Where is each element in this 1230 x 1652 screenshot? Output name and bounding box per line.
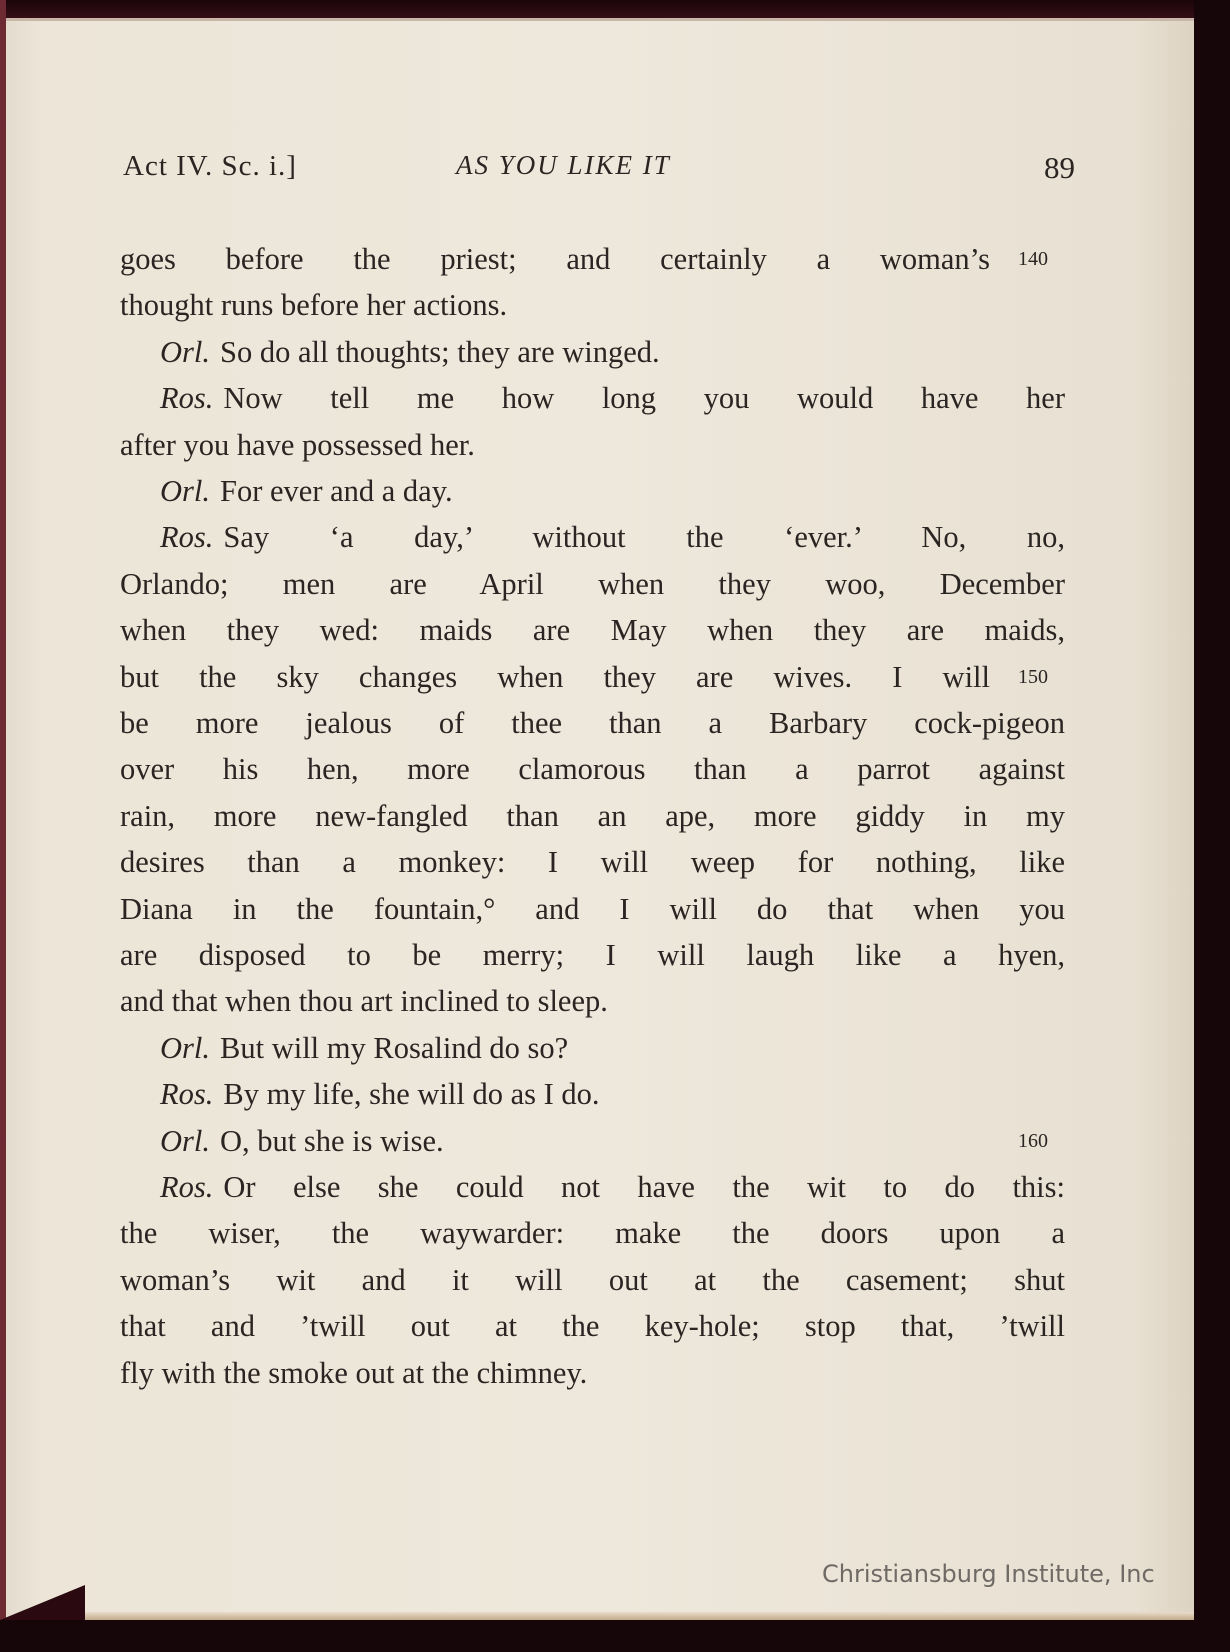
speaker-name: Ros. xyxy=(160,381,214,416)
line-text: rain, more new-fangled than an ape, more giddy in my xyxy=(120,798,1065,833)
line-text: goes before the priest; and certainly a woman’s xyxy=(120,242,990,276)
text-line xyxy=(120,236,990,282)
speaker-name: Orl. xyxy=(160,474,210,508)
line-number: 160 xyxy=(1018,1129,1048,1152)
speaker-name: Orl. xyxy=(160,1123,210,1158)
text-line xyxy=(120,607,1065,653)
watermark: Christiansburg Institute, Inc xyxy=(822,1560,1155,1588)
text-line xyxy=(120,839,1065,885)
text-line xyxy=(160,329,1065,375)
text-line xyxy=(120,561,1065,607)
speaker-name: Ros. xyxy=(160,1077,214,1112)
line-text: thought runs before her actions. xyxy=(120,288,508,323)
line-text: Now tell me how long you would have her xyxy=(223,381,1065,416)
line-number: 150 xyxy=(1018,665,1048,688)
line-text: over his hen, more clamorous than a parrot against xyxy=(120,752,1065,787)
text-line xyxy=(120,746,1065,792)
line-text: Say ‘a day,’ without the ‘ever.’ No, no, xyxy=(223,520,1065,555)
speaker-name: Ros. xyxy=(160,1170,214,1204)
line-text: and that when thou art inclined to sleep. xyxy=(120,984,608,1019)
line-text: the wiser, the waywarder: make the doors upon a xyxy=(120,1216,1065,1251)
text-line xyxy=(120,654,990,700)
line-text: are disposed to be merry; I will laugh like a hyen, xyxy=(120,938,1065,972)
line-text: fly with the smoke out at the chimney. xyxy=(120,1355,588,1390)
text-line xyxy=(120,1257,1065,1303)
line-text: So do all thoughts; they are winged. xyxy=(220,334,660,369)
text-line xyxy=(160,468,1065,514)
book-right-edge xyxy=(1194,0,1230,1652)
page-number: 89 xyxy=(1044,150,1075,185)
page-corner xyxy=(0,1585,85,1620)
line-text: O, but she is wise. xyxy=(220,1123,444,1158)
text-line xyxy=(120,422,1065,468)
book-binding xyxy=(0,0,6,1652)
line-text: be more jealous of thee than a Barbary cock-pigeon xyxy=(120,706,1065,740)
line-text: after you have possessed her. xyxy=(120,427,475,462)
text-line xyxy=(160,375,1065,421)
text-line xyxy=(120,282,1065,328)
line-text: Diana in the fountain,° and I will do that when you xyxy=(120,891,1065,926)
text-line xyxy=(160,514,1065,560)
speaker-name: Ros. xyxy=(160,520,214,555)
line-text: woman’s wit and it will out at the casement; shut xyxy=(120,1262,1065,1297)
text-line xyxy=(120,793,1065,839)
text-line xyxy=(120,932,1065,978)
line-text: Or else she could not have the wit to do this: xyxy=(223,1170,1065,1204)
line-text: Orlando; men are April when they woo, December xyxy=(120,566,1065,601)
book-bottom-edge xyxy=(0,1620,1230,1652)
text-line xyxy=(160,1071,1065,1117)
running-header xyxy=(123,150,1075,190)
act-scene-label: Act IV. Sc. i.] xyxy=(123,150,297,182)
text-line xyxy=(120,886,1065,932)
text-line xyxy=(120,700,1065,746)
text-line xyxy=(160,1164,1065,1210)
line-text: but the sky changes when they are wives. I will xyxy=(120,659,990,694)
line-text: desires than a monkey: I will weep for nothing, like xyxy=(120,845,1065,880)
text-line xyxy=(120,1303,1065,1349)
line-text: By my life, she will do as I do. xyxy=(223,1077,600,1112)
speaker-name: Orl. xyxy=(160,334,210,369)
text-line xyxy=(120,978,1065,1024)
line-text: when they wed: maids are May when they are maids, xyxy=(120,613,1065,648)
running-title: AS YOU LIKE IT xyxy=(456,150,671,180)
line-text: that and ’twill out at the key-hole; stop that, ’twill xyxy=(120,1309,1065,1344)
line-text: For ever and a day. xyxy=(220,474,453,508)
speaker-name: Orl. xyxy=(160,1030,210,1065)
text-line xyxy=(160,1025,1065,1071)
line-text: But will my Rosalind do so? xyxy=(220,1030,569,1065)
text-line xyxy=(120,1210,1065,1256)
text-line xyxy=(160,1118,990,1164)
text-line xyxy=(120,1350,1065,1396)
line-number: 140 xyxy=(1018,248,1048,270)
